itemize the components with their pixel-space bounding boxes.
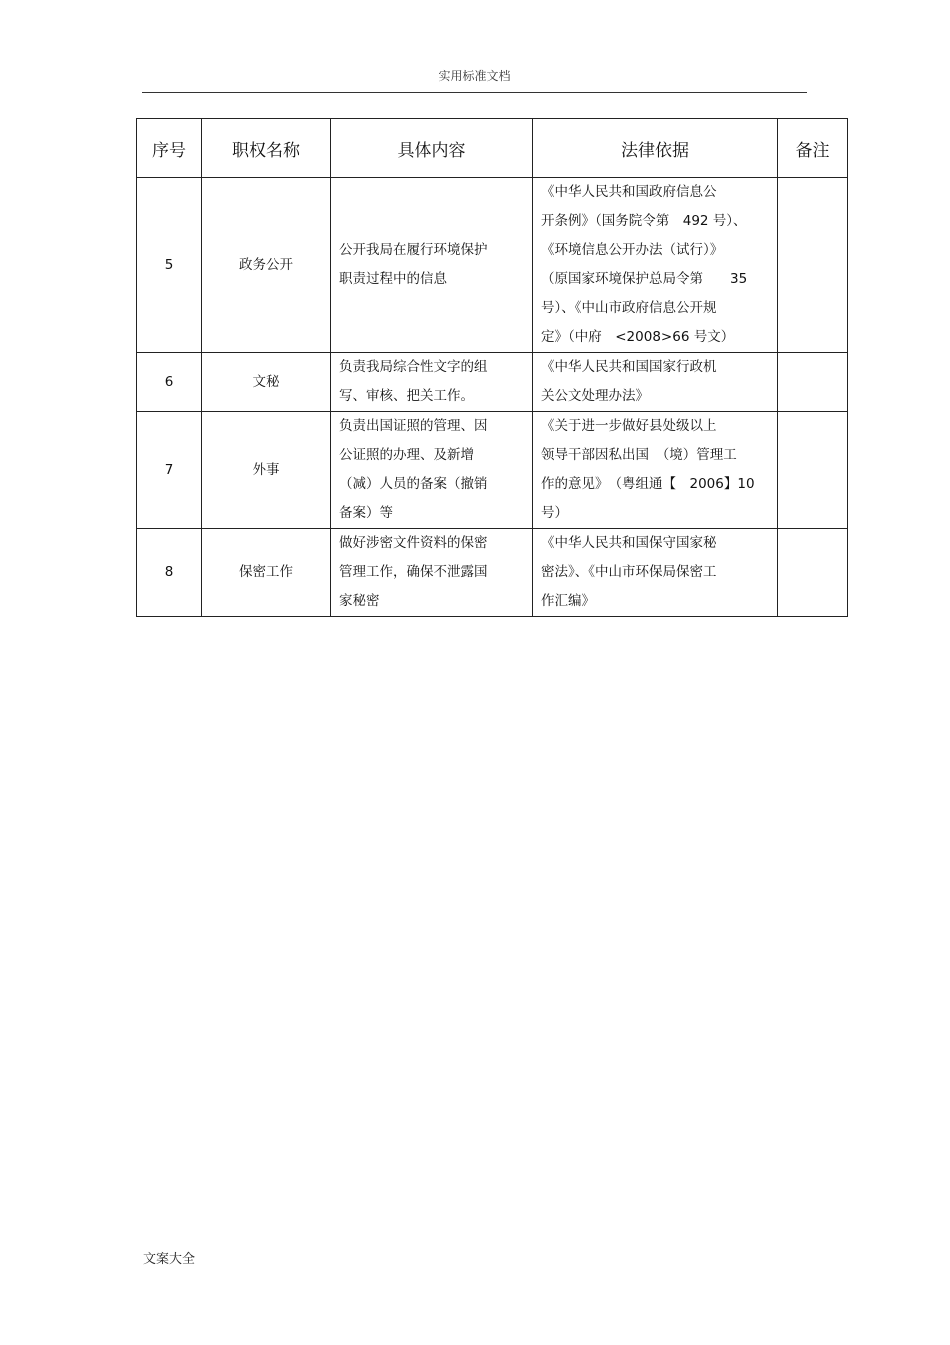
footer-text: 文案大全: [143, 1252, 196, 1267]
row-name: 政务公开: [202, 178, 331, 353]
row-basis: [533, 353, 778, 412]
basis-line: 号）、《中山市政府信息公开规: [541, 300, 717, 316]
column-header-content: 具体内容: [331, 119, 533, 178]
basis-line: 《中华人民共和国国家行政机: [541, 359, 717, 375]
content-line: 负责出国证照的管理、因: [339, 418, 488, 434]
page-footer: [143, 1248, 195, 1267]
basis-line: 关公文处理办法》: [541, 388, 649, 404]
row-number: 8: [137, 529, 202, 617]
row-number: 6: [137, 353, 202, 412]
content-line: （减）人员的备案（撤销: [339, 476, 488, 492]
content-line: 公开我局在履行环境保护: [339, 242, 488, 258]
column-header-basis: 法律依据: [533, 119, 778, 178]
row-note: [778, 529, 848, 617]
row-content: [331, 178, 533, 353]
row-content: [331, 412, 533, 529]
column-header-note: 备注: [778, 119, 848, 178]
header-title: 实用标准文档: [438, 69, 511, 83]
basis-line: 《中华人民共和国保守国家秘: [541, 535, 717, 551]
row-basis: [533, 529, 778, 617]
row-number: 7: [137, 412, 202, 529]
row-name: 保密工作: [202, 529, 331, 617]
content-line: 负责我局综合性文字的组: [339, 359, 488, 375]
row-content: [331, 353, 533, 412]
basis-line: 定》（中府 <2008>66 号文）: [541, 329, 735, 345]
content-line: 职责过程中的信息: [339, 271, 447, 287]
basis-line: 《关于进一步做好县处级以上: [541, 418, 717, 434]
basis-line: 领导干部因私出国 （境）管理工: [541, 447, 737, 463]
row-note: [778, 412, 848, 529]
row-note: [778, 178, 848, 353]
content-line: 家秘密: [339, 593, 380, 609]
basis-line: （原国家环境保护总局令第 35: [541, 271, 748, 287]
basis-line: 《中华人民共和国政府信息公: [541, 184, 717, 200]
content-line: 公证照的办理、及新增: [339, 447, 474, 463]
content-line: 写、审核、把关工作。: [339, 388, 474, 404]
page-header: [142, 66, 807, 93]
column-header-name: 职权名称: [202, 119, 331, 178]
table-row: [137, 529, 848, 617]
row-content: [331, 529, 533, 617]
content-line: 做好涉密文件资料的保密: [339, 535, 488, 551]
duty-table: [136, 118, 848, 617]
basis-line: 开条例》（国务院令第 492 号）、: [541, 213, 747, 229]
table-row: [137, 353, 848, 412]
basis-line: 作汇编》: [541, 593, 595, 609]
basis-line: 号）: [541, 505, 568, 521]
row-basis: [533, 412, 778, 529]
row-name: 外事: [202, 412, 331, 529]
table-row: [137, 178, 848, 353]
column-header-no: 序号: [137, 119, 202, 178]
table-header-row: [137, 119, 848, 178]
basis-line: 密法》、《中山市环保局保密工: [541, 564, 717, 580]
content-line: 备案）等: [339, 505, 393, 521]
content-line: 管理工作，确保不泄露国: [339, 564, 488, 580]
basis-line: 作的意见》 （粤组通【 2006】10: [541, 476, 755, 492]
row-basis: [533, 178, 778, 353]
row-name: 文秘: [202, 353, 331, 412]
row-number: 5: [137, 178, 202, 353]
row-note: [778, 353, 848, 412]
table-row: [137, 412, 848, 529]
basis-line: 《环境信息公开办法（试行）》: [541, 242, 724, 258]
